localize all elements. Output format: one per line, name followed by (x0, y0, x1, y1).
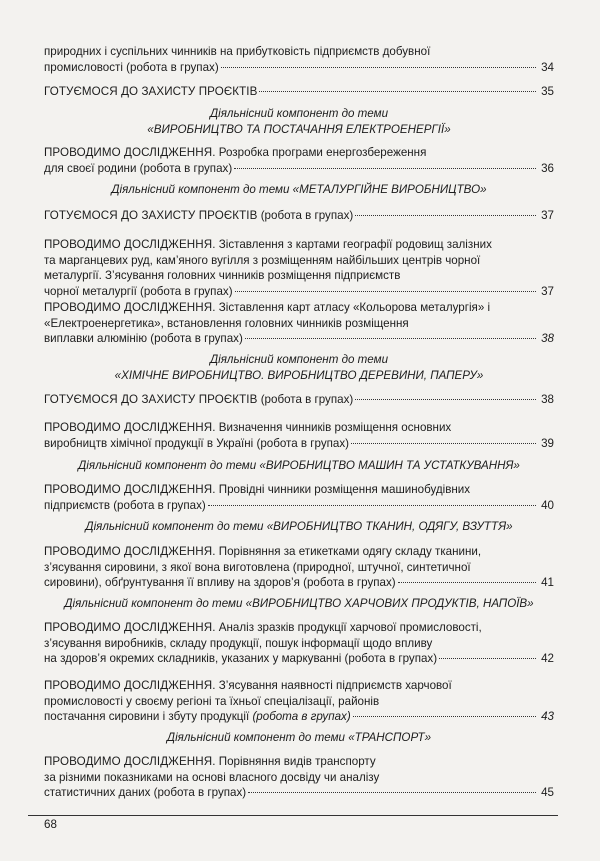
toc-page-number: 38 (541, 393, 554, 406)
dot-leader (245, 338, 536, 339)
toc-entry-heading: ПРОВОДИМО ДОСЛІДЖЕННЯ. (44, 679, 216, 692)
toc-page-number: 38 (541, 332, 554, 345)
toc-page-number: 37 (541, 209, 554, 222)
toc-entry-last-line: підприємств (робота в групах) (44, 498, 206, 512)
toc-entry: ПРОВОДИМО ДОСЛІДЖЕННЯ. Порівняння видів транспорту за різними показниками на основі власного досвіду чи аналізу статистичних даних (робота в групах) 45 (44, 755, 554, 799)
dot-leader (353, 716, 536, 717)
section-heading: Діяльнісний компонент до теми «ВИРОБНИЦТВО ТА ПОСТАЧАННЯ ЕЛЕКТРОЕНЕРГІЇ» (147, 107, 451, 136)
toc-entry-last-line: виробництв хімічної продукції в Україні (робота в групах) (44, 436, 350, 450)
toc-entry-last-line: статистичних даних (робота в групах) (44, 786, 247, 799)
toc-entry: ПРОВОДИМО ДОСЛІДЖЕННЯ. Провідні чинники розміщення машинобудівних підприємств (робота в групах) 40 (44, 483, 554, 512)
dot-leader (234, 168, 536, 169)
section-heading: Діяльнісний компонент до теми «ХІМІЧНЕ ВИРОБНИЦТВО. ВИРОБНИЦТВО ДЕРЕВИНИ, ПАПЕРУ» (114, 353, 484, 382)
toc-entry-heading: ПРОВОДИМО ДОСЛІДЖЕННЯ. (44, 421, 216, 434)
section-heading: Діяльнісний компонент до теми «ВИРОБНИЦТВО ХАРЧОВИХ ПРОДУКТІВ, НАПОЇВ» (64, 597, 534, 610)
toc-entry-last-line: для своєї родини (робота в групах) (44, 161, 233, 175)
toc-entry-heading: ГОТУЄМОСЯ ДО ЗАХИСТУ ПРОЄКТІВ (44, 209, 258, 222)
toc-entry (44, 44, 554, 75)
dot-leader (259, 91, 536, 92)
toc-entry: ПРОВОДИМО ДОСЛІДЖЕННЯ. Визначення чинників розміщення основних виробництв хімічної продукції в Україні (робота в групах) 39 (44, 421, 554, 450)
toc-page-number: 39 (541, 436, 554, 450)
dot-leader (208, 505, 536, 506)
toc-page-number: 45 (541, 786, 554, 799)
dot-leader (355, 399, 536, 400)
toc-page-number: 43 (541, 710, 554, 723)
toc-entry: ПРОВОДИМО ДОСЛІДЖЕННЯ. Зіставлення карт атласу «Кольорова металургія» і «Електроенергетика», встановлення головних чинників розміщення виплавки алюмінію (робота в групах) 38 (44, 301, 554, 345)
dot-leader (398, 582, 536, 583)
toc-entry: ПРОВОДИМО ДОСЛІДЖЕННЯ. Порівняння за етикетками одягу складу тканини, з’ясування сировини, з якої вона виготовлена (природної, штучної, синтетичної сировини), обґрунтування її впливу на здоров’я (робота в групах) 41 (44, 545, 554, 589)
toc-entry: ПРОВОДИМО ДОСЛІДЖЕННЯ. Аналіз зразків продукції харчової промисловості, з’ясування виробників, складу продукції, пошук інформації щодо впливу на здоров’я окремих складників, указаних у маркуванні (робота в групах) 42 (44, 621, 554, 665)
toc-page-number: 36 (541, 161, 554, 175)
toc-page-number: 37 (541, 284, 554, 298)
toc-entry-heading: ГОТУЄМОСЯ ДО ЗАХИСТУ ПРОЄКТІВ (44, 393, 258, 406)
footer-rule (28, 815, 558, 816)
toc-entry-last-line: виплавки алюмінію (робота в групах) (44, 332, 243, 345)
toc-entry-heading: ПРОВОДИМО ДОСЛІДЖЕННЯ. (44, 483, 216, 496)
toc-entry-last-line: чорної металургії (робота в групах) (44, 284, 233, 298)
toc-page-number: 40 (541, 498, 554, 512)
toc-page-number: 42 (541, 652, 554, 665)
toc-entry: ГОТУЄМОСЯ ДО ЗАХИСТУ ПРОЄКТІВ (робота в групах) 38 (44, 393, 554, 406)
toc-page-number: 41 (541, 576, 554, 589)
toc-entry-heading: ПРОВОДИМО ДОСЛІДЖЕННЯ. (44, 545, 216, 558)
toc-entry-last-line: промисловості (робота в групах) (44, 60, 219, 74)
section-heading: Діяльнісний компонент до теми «ВИРОБНИЦТВО ТКАНИН, ОДЯГУ, ВЗУТТЯ» (85, 520, 513, 533)
dot-leader (221, 67, 536, 68)
page-number: 68 (44, 818, 57, 831)
dot-leader (355, 215, 536, 216)
toc-entry-heading: ПРОВОДИМО ДОСЛІДЖЕННЯ. (44, 146, 216, 159)
section-heading: Діяльнісний компонент до теми «ТРАНСПОРТ» (166, 731, 432, 744)
dot-leader (351, 443, 536, 444)
toc-entry: ПРОВОДИМО ДОСЛІДЖЕННЯ. З’ясування наявності підприємств харчової промисловості у своєму регіоні та їхньої спеціалізації, районів постачання сировини і збуту продукції (робота в групах) 43 (44, 679, 554, 723)
toc-entry: ПРОВОДИМО ДОСЛІДЖЕННЯ. Зіставлення з картами географії родовищ залізних та марганцевих руд, кам’яного вугілля з розміщенням найбільших центрів чорної металургії. З’ясування головних чинників розміщення підприємств чорної металургії (робота в групах) 37 (44, 238, 554, 298)
toc-entry-heading: ПРОВОДИМО ДОСЛІДЖЕННЯ. (44, 755, 216, 768)
toc-entry: ГОТУЄМОСЯ ДО ЗАХИСТУ ПРОЄКТІВ (робота в групах) 37 (44, 209, 554, 222)
section-heading: Діяльнісний компонент до теми «МЕТАЛУРГІЙНЕ ВИРОБНИЦТВО» (111, 183, 487, 196)
italic-note: (робота в групах) (252, 710, 351, 723)
toc-entry-heading: ПРОВОДИМО ДОСЛІДЖЕННЯ. (44, 301, 216, 314)
toc-page-number: 34 (541, 60, 554, 74)
dot-leader (248, 792, 536, 793)
toc-entry-heading: ПРОВОДИМО ДОСЛІДЖЕННЯ. (44, 238, 216, 251)
toc-entry-last-line: сировини), обґрунтування її впливу на здоров’я (робота в групах) (44, 576, 396, 589)
toc-entry (44, 84, 554, 100)
toc-entry-last-line: на здоров’я окремих складників, указаних у маркуванні (робота в групах) (44, 652, 438, 665)
dot-leader (439, 658, 536, 659)
toc-entry: ПРОВОДИМО ДОСЛІДЖЕННЯ. Розробка програми енергозбереження для своєї родини (робота в групах) 36 (44, 146, 554, 175)
toc-entry-last-line: постачання сировини і збуту продукції (робота в групах) (44, 710, 351, 723)
dot-leader (235, 291, 536, 292)
toc-entry-heading: ПРОВОДИМО ДОСЛІДЖЕННЯ. (44, 621, 216, 634)
toc-entry-heading: ГОТУЄМОСЯ ДО ЗАХИСТУ ПРОЄКТІВ (44, 85, 258, 98)
toc-entry-line: природних і суспільних чинників на прибутковість підприємств добувної (44, 45, 431, 58)
section-heading: Діяльнісний компонент до теми «ВИРОБНИЦТВО МАШИН ТА УСТАТКУВАННЯ» (78, 459, 520, 472)
toc-page-number: 35 (541, 85, 554, 98)
